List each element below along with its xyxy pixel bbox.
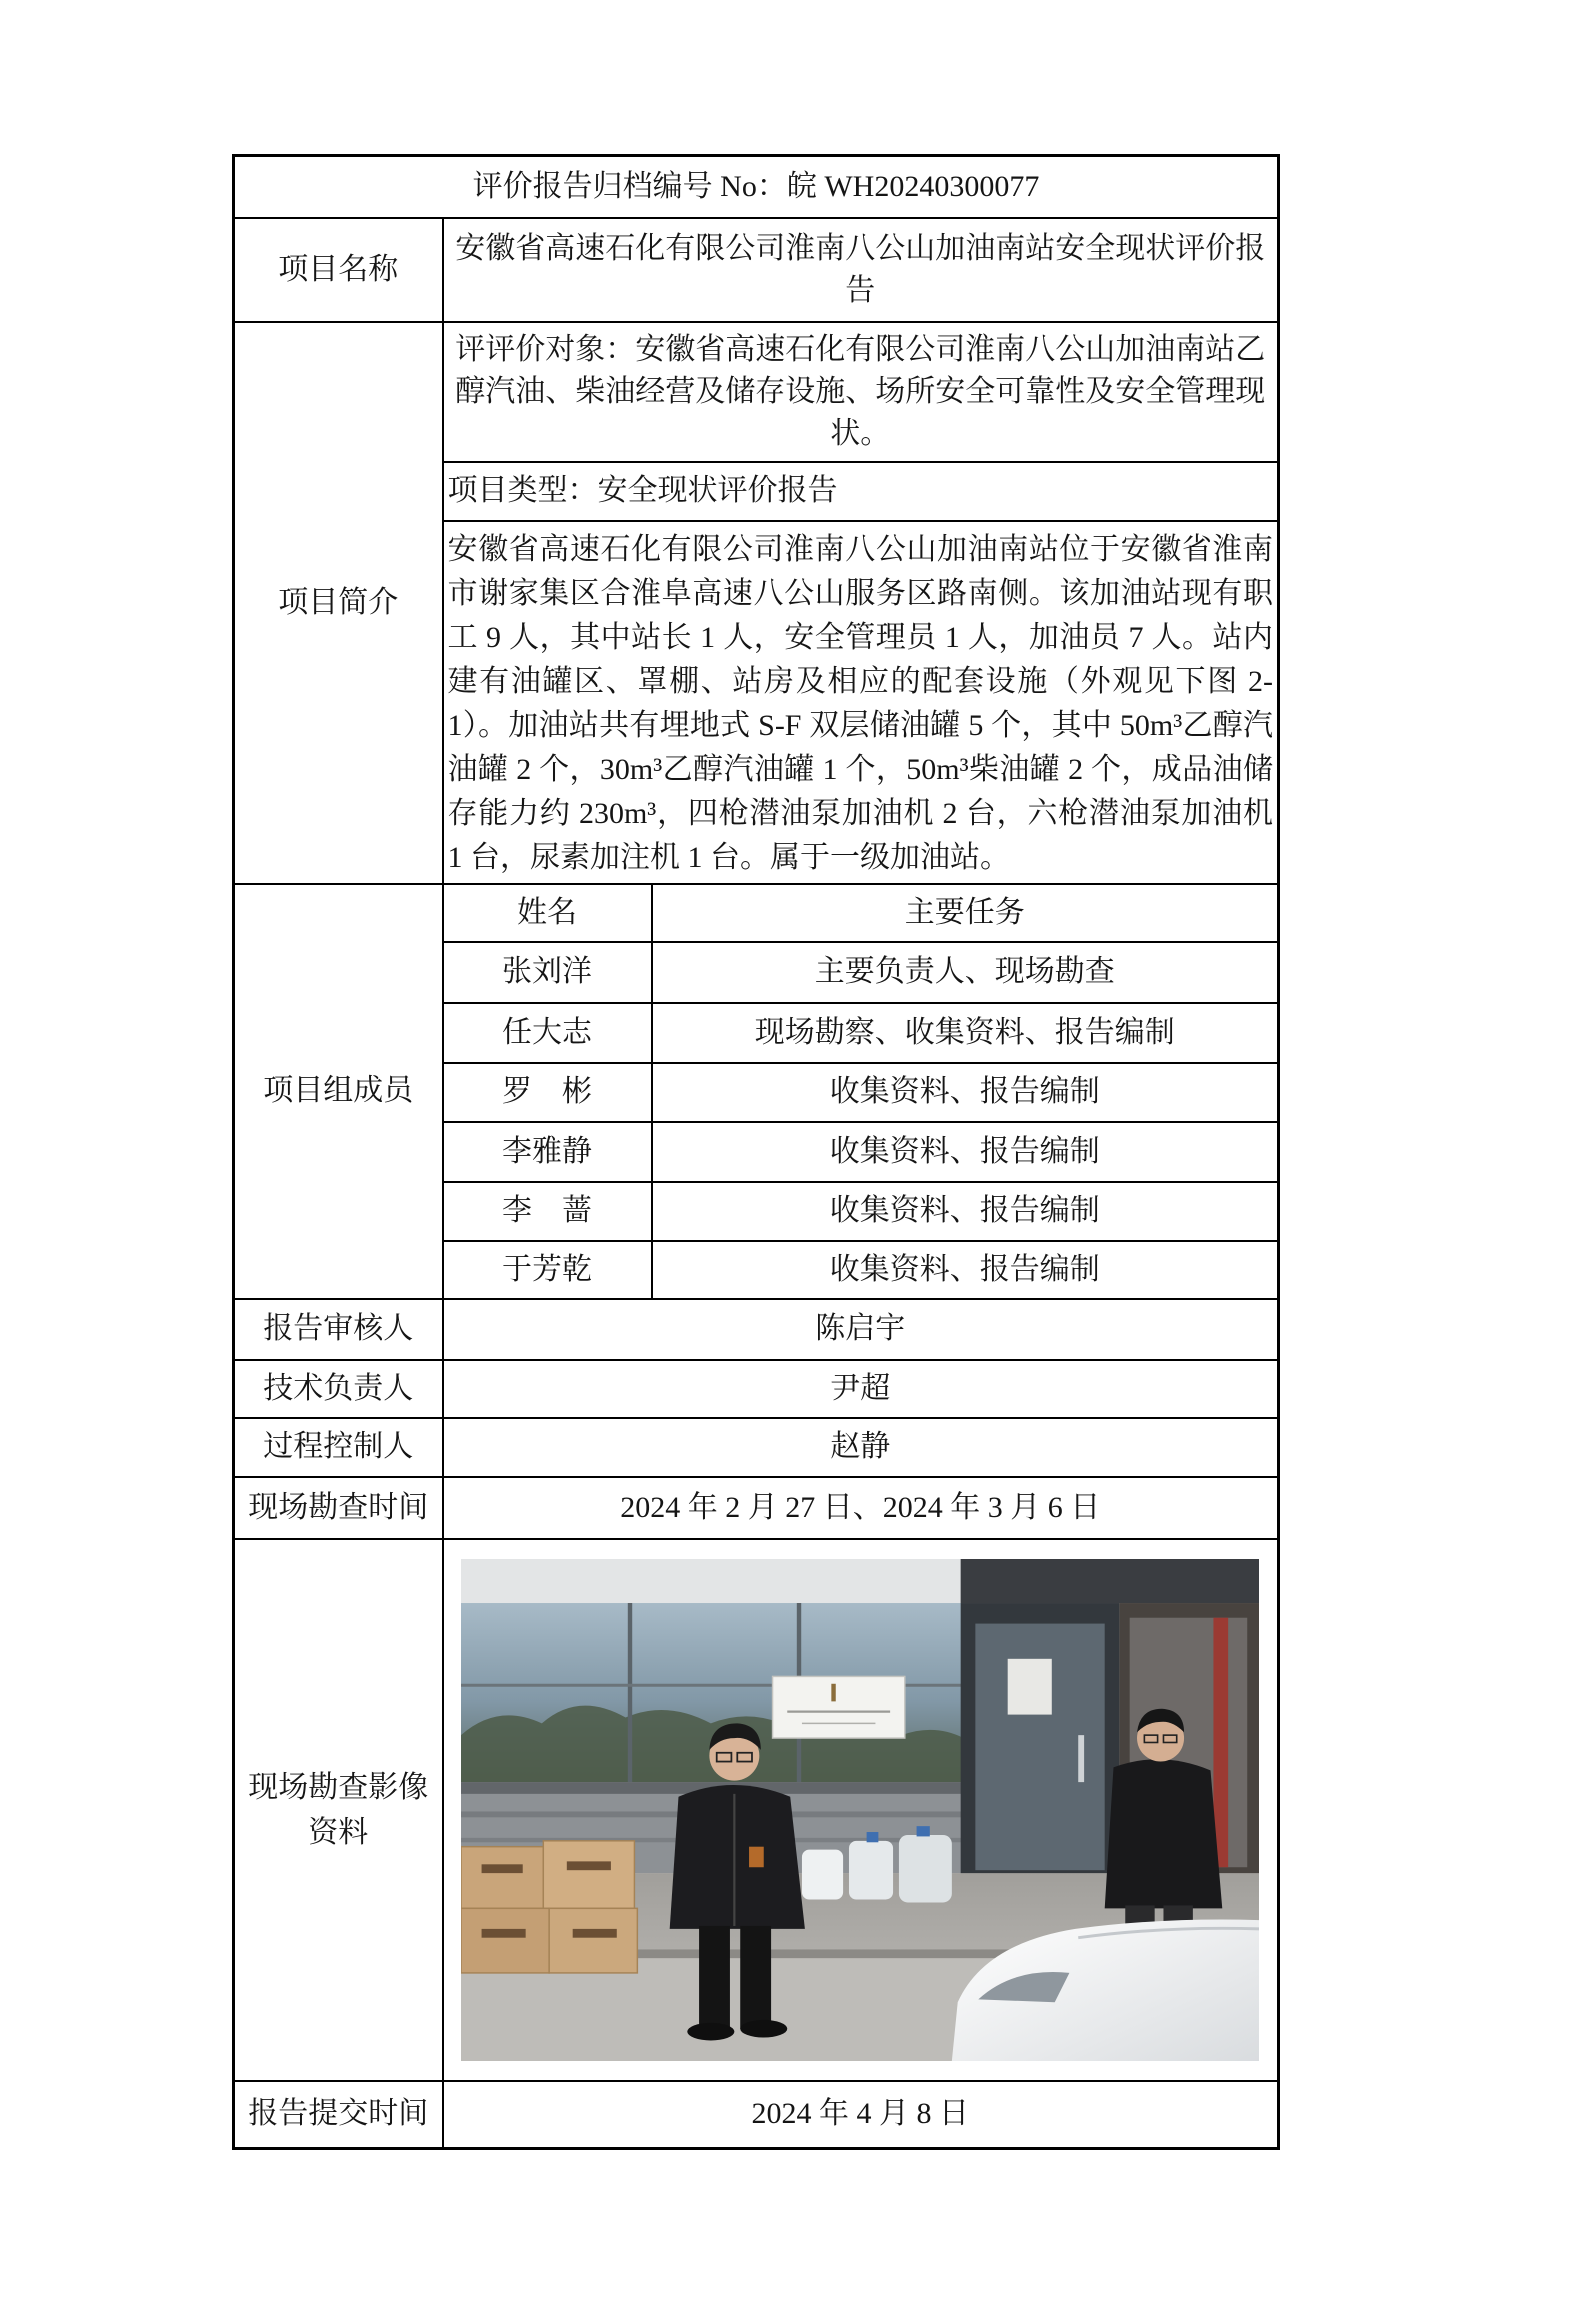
member-name: 李 蔷 [443,1182,652,1241]
member-task: 收集资料、报告编制 [652,1063,1279,1122]
technical-lead-label: 技术负责人 [234,1360,443,1418]
member-name: 张刘洋 [443,942,652,1003]
evaluation-target-label: 评评价对象： [455,332,636,366]
process-controller-value: 赵静 [443,1418,1279,1477]
evaluation-target-cell [443,322,1279,462]
survey-images-row [234,1539,1279,2081]
technical-lead-value: 尹超 [443,1360,1279,1418]
photo-ceiling [461,1559,961,1603]
process-controller-row [234,1418,1279,1477]
reviewer-label: 报告审核人 [234,1299,443,1360]
reviewer-row [234,1299,1279,1360]
process-controller-label: 过程控制人 [234,1418,443,1477]
glass-door [961,1603,1120,1879]
member-task: 现场勘察、收集资料、报告编制 [652,1003,1279,1063]
technical-lead-row [234,1360,1279,1418]
survey-time-row [234,1477,1279,1539]
team-header-row [234,884,1279,942]
member-task: 收集资料、报告编制 [652,1122,1279,1182]
archive-number-label: 评价报告归档编号 No： [472,169,787,203]
member-name: 罗 彬 [443,1063,652,1122]
submit-time-row [234,2081,1279,2149]
archive-number-cell [234,156,1279,218]
reviewer-value: 陈启宇 [443,1299,1279,1360]
project-description: 安徽省高速石化有限公司淮南八公山加油南站位于安徽省淮南市谢家集区合淮阜高速八公山服务区路南侧。该加油站现有职工 9 人，其中站长 1 人，安全管理员 1 人，加油员 7 人。站内建有油罐区、罩棚、站房及相应的配套设施（外观见下图 2-1）。加油站共有埋地式 S-F 双层储油罐 5 个，其中 50m³乙醇汽油罐 2 个，30m³乙醇汽油罐 1 个，50m³柴油罐 2 个，成品油储存能力约 230m³，四枪潜油泵加油机 2 台，六枪潜油泵加油机 1 台，尿素加注机 1 台。属于一级加油站。 [443,521,1279,884]
notice-sign [773,1676,905,1738]
site-survey-photo [461,1559,1259,2061]
survey-time-label: 现场勘查时间 [234,1477,443,1539]
project-type-label: 项目类型： [447,474,598,507]
member-task: 收集资料、报告编制 [652,1182,1279,1241]
submit-time-value: 2024 年 4 月 8 日 [443,2081,1279,2149]
member-name: 任大志 [443,1003,652,1063]
photo-ceiling-dark [961,1559,1259,1603]
survey-images-cell [443,1539,1279,2081]
survey-images-label: 现场勘查影像资料 [234,1539,443,2081]
member-task: 收集资料、报告编制 [652,1241,1279,1299]
project-intro-label: 项目简介 [234,322,443,884]
project-name-value: 安徽省高速石化有限公司淮南八公山加油南站安全现状评价报告 [443,218,1279,322]
project-name-label: 项目名称 [234,218,443,322]
evaluation-target-row [234,322,1279,462]
team-task-header: 主要任务 [652,884,1279,942]
team-label: 项目组成员 [234,884,443,1299]
member-name: 李雅静 [443,1122,652,1182]
project-name-row [234,218,1279,322]
report-info-table [232,154,1280,2150]
project-type-value: 安全现状评价报告 [597,474,838,507]
submit-time-label: 报告提交时间 [234,2081,443,2149]
survey-time-value: 2024 年 2 月 27 日、2024 年 3 月 6 日 [443,1477,1279,1539]
member-task: 主要负责人、现场勘查 [652,942,1279,1003]
member-name: 于芳乾 [443,1241,652,1299]
archive-number-value: 皖 WH20240300077 [786,169,1040,203]
team-name-header: 姓名 [443,884,652,942]
archive-row [234,156,1279,218]
cardboard-boxes [461,1840,637,1972]
evaluation-target-value: 安徽省高速石化有限公司淮南八公山加油南站乙醇汽油、柴油经营及储存设施、场所安全可靠性及安全管理现状。 [455,332,1266,450]
project-type-cell [443,462,1279,521]
